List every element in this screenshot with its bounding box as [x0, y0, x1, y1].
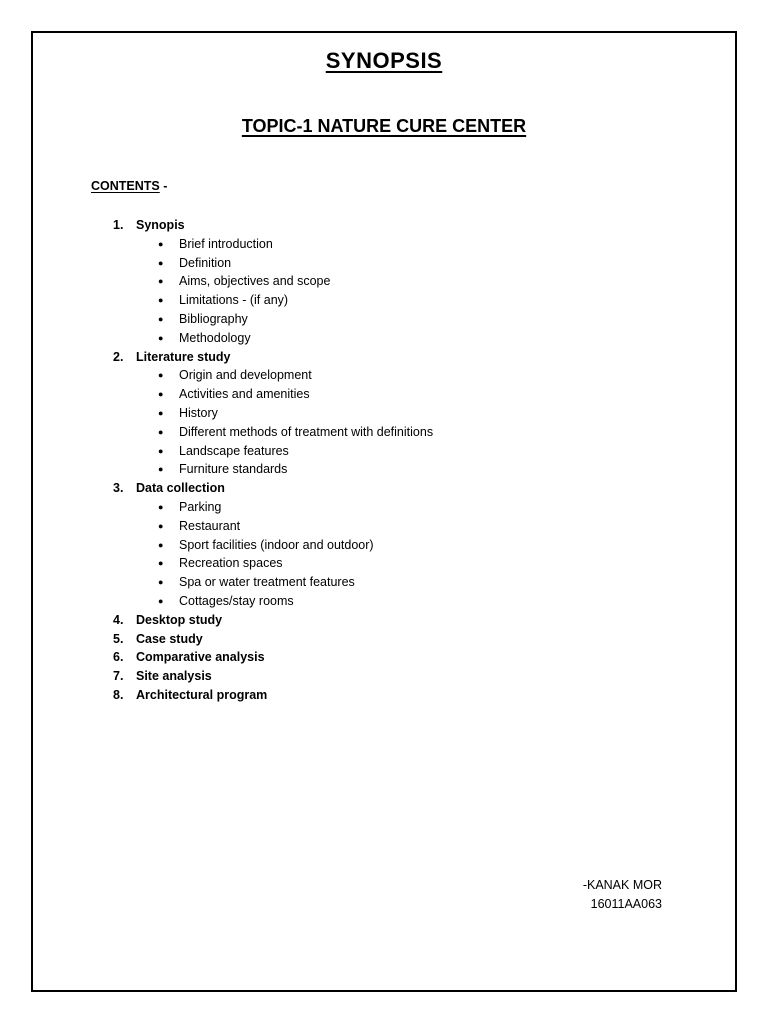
toc-section-label: Comparative analysis	[136, 650, 265, 665]
toc-subitem	[113, 272, 433, 291]
toc-subitem-label: Activities and amenities	[179, 387, 310, 402]
toc-subitem-label: Limitations - (if any)	[179, 293, 289, 308]
contents-suffix: -	[159, 179, 168, 193]
toc-subitem-label: Cottages/stay rooms	[179, 593, 294, 608]
toc-subitem	[113, 291, 433, 310]
toc-subitem	[113, 404, 433, 423]
toc-section-label: Case study	[136, 631, 203, 646]
toc-subitem-label: Bibliography	[179, 311, 248, 326]
toc-section-label: Site analysis	[136, 669, 212, 684]
toc-section	[113, 216, 433, 348]
bullet-icon: ●	[158, 332, 164, 343]
toc-subitem	[113, 310, 433, 329]
toc-section	[113, 648, 433, 667]
toc-subitem-label: Origin and development	[179, 368, 312, 383]
toc-section-number: 5.	[113, 631, 124, 646]
author-name: -KANAK MOR	[582, 878, 662, 892]
toc-subitem	[113, 536, 433, 555]
toc-section-number: 6.	[113, 650, 124, 665]
bullet-icon: ●	[158, 295, 164, 306]
toc-subitem-label: Restaurant	[179, 518, 241, 533]
toc-subitem	[113, 329, 433, 348]
toc-subitem	[113, 366, 433, 385]
toc-subitem-label: Recreation spaces	[179, 556, 283, 571]
bullet-icon: ●	[158, 389, 164, 400]
toc-subitem	[113, 460, 433, 479]
bullet-icon: ●	[158, 464, 164, 475]
topic-heading: TOPIC-1 NATURE CURE CENTER	[241, 116, 527, 136]
bullet-icon: ●	[158, 238, 164, 249]
toc-section-row	[113, 648, 433, 667]
toc-section-label: Synopis	[136, 218, 185, 232]
toc-section	[113, 611, 433, 630]
toc-section-number: 8.	[113, 687, 124, 702]
toc-subitem-label: Landscape features	[179, 443, 289, 458]
toc-subitem-label: Furniture standards	[179, 462, 288, 477]
bullet-icon: ●	[158, 370, 164, 381]
toc-section-number: 2.	[113, 349, 124, 364]
bullet-icon: ●	[158, 520, 164, 531]
toc-subitem	[113, 554, 433, 573]
author-signature	[583, 876, 662, 914]
toc-subitem-list	[113, 498, 433, 611]
toc-subitem-list	[113, 366, 433, 479]
bullet-icon: ●	[158, 407, 164, 418]
toc-subitem	[113, 235, 433, 254]
toc-subitem-label: Spa or water treatment features	[179, 575, 355, 590]
toc-section-label: Literature study	[136, 349, 231, 364]
document-title: SYNOPSIS	[325, 48, 443, 73]
toc-section-row	[113, 479, 433, 498]
toc-section-label: Desktop study	[136, 612, 223, 627]
toc-subitem-label: Parking	[179, 499, 222, 514]
toc-subitem	[113, 423, 433, 442]
toc-subitem	[113, 385, 433, 404]
toc-subitem	[113, 498, 433, 517]
bullet-icon: ●	[158, 257, 164, 268]
toc-section-number: 4.	[113, 612, 124, 627]
toc-section	[113, 630, 433, 649]
toc-section-number: 7.	[113, 669, 124, 684]
bullet-icon: ●	[158, 558, 164, 569]
toc-subitem-label: Definition	[179, 255, 232, 270]
toc-section-row	[113, 667, 433, 686]
toc-subitem	[113, 254, 433, 273]
toc-section-row	[113, 216, 433, 235]
toc-section-label: Data collection	[136, 481, 225, 496]
toc-subitem-label: History	[179, 405, 218, 420]
toc-section	[113, 479, 433, 611]
toc-section	[113, 667, 433, 686]
toc-section-row	[113, 611, 433, 630]
toc-subitem	[113, 573, 433, 592]
toc-section-label: Architectural program	[136, 687, 268, 702]
toc-subitem-label: Aims, objectives and scope	[179, 274, 331, 289]
bullet-icon: ●	[158, 501, 164, 512]
bullet-icon: ●	[158, 445, 164, 456]
toc-subitem-label: Sport facilities (indoor and outdoor)	[179, 537, 374, 552]
toc-section	[113, 348, 433, 480]
author-id: 16011AA063	[590, 897, 662, 911]
toc-subitem-label: Methodology	[179, 330, 251, 345]
bullet-icon: ●	[158, 313, 164, 324]
toc-subitem	[113, 517, 433, 536]
toc-subitem	[113, 592, 433, 611]
bullet-icon: ●	[158, 276, 164, 287]
bullet-icon: ●	[158, 426, 164, 437]
toc-section-row	[113, 686, 433, 705]
bullet-icon: ●	[158, 595, 164, 606]
toc-section	[113, 686, 433, 705]
toc-subitem-label: Brief introduction	[179, 236, 273, 251]
toc-subitem-list	[113, 235, 433, 348]
contents-heading	[91, 179, 167, 193]
toc-subitem-label: Different methods of treatment with definitions	[179, 424, 434, 439]
bullet-icon: ●	[158, 577, 164, 588]
toc-section-row	[113, 630, 433, 649]
table-of-contents	[113, 216, 433, 705]
bullet-icon: ●	[158, 539, 164, 550]
toc-section-number: 1.	[113, 218, 124, 232]
toc-section-row	[113, 348, 433, 367]
toc-section-number: 3.	[113, 481, 124, 496]
toc-subitem	[113, 442, 433, 461]
contents-label: CONTENTS	[91, 179, 160, 193]
